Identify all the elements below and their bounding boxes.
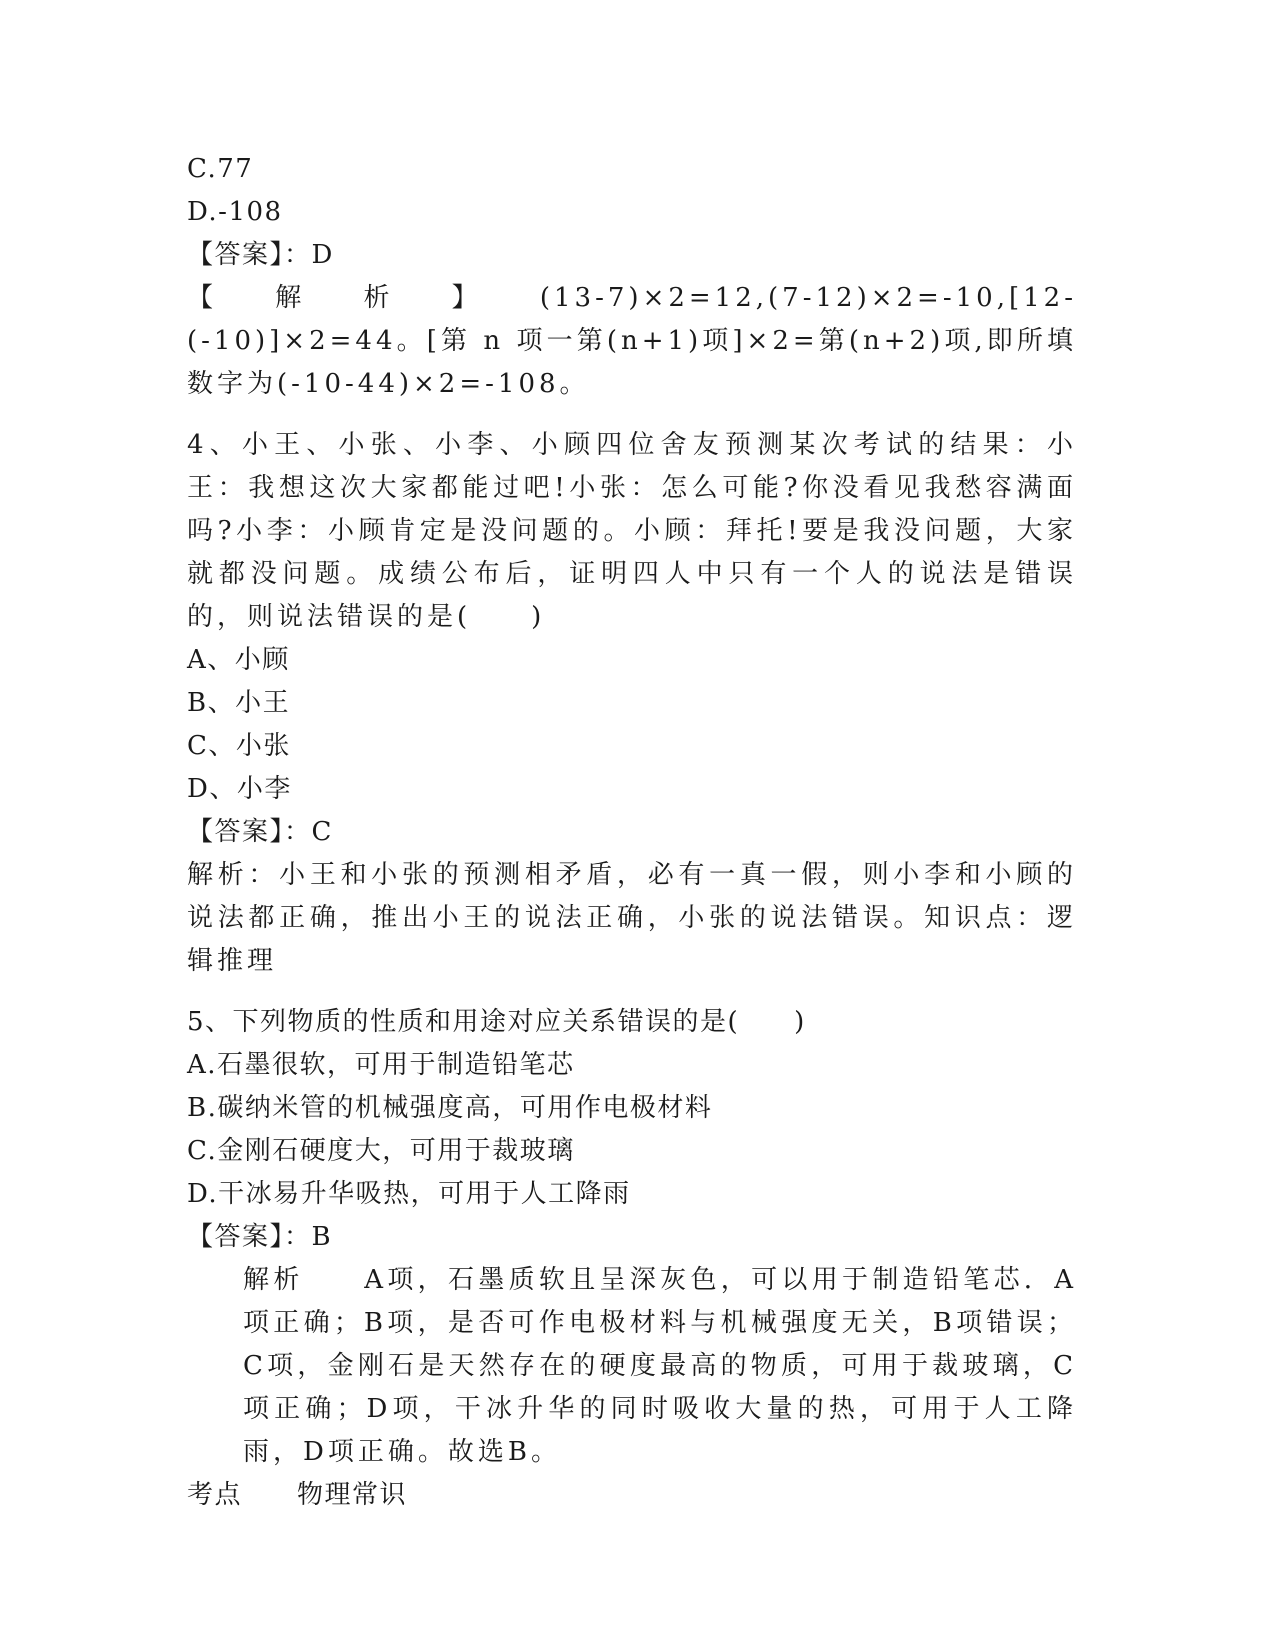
document-content [187, 148, 1077, 1517]
spacer [187, 983, 1077, 1001]
q5-option-b: B.碳纳米管的机械强度高，可用作电极材料 [187, 1093, 713, 1123]
q4-option-c: C、小张 [187, 731, 291, 761]
q4-option-a: A、小顾 [187, 645, 290, 675]
q3-analysis: 【解析】(13-7)×2=12,(7-12)×2=-10,[12-(-10)]×2=44。[第 n 项一第(n+1)项]×2=第(n+2)项,即所填数字为(-10-44)×2=-108。 [187, 283, 1077, 399]
q5-question: 5、下列物质的性质和用途对应关系错误的是( ) [187, 1007, 806, 1037]
q5-option-c: C.金刚石硬度大，可用于裁玻璃 [187, 1136, 575, 1166]
q4-question: 4、小王、小张、小李、小顾四位舍友预测某次考试的结果：小王：我想这次大家都能过吧!小张：怎么可能?你没看见我愁容满面吗?小李：小顾肯定是没问题的。小顾：拜托!要是我没问题，大家就都没问题。成绩公布后，证明四人中只有一个人的说法是错误的，则说法错误的是( ) [187, 430, 1077, 632]
spacer [187, 406, 1077, 424]
q5-option-d: D.干冰易升华吸热，可用于人工降雨 [187, 1179, 631, 1209]
q4-answer: 【答案】：C [187, 817, 333, 847]
q3-option-c: C.77 [187, 154, 254, 184]
q3-option-d: D.-108 [187, 197, 283, 227]
q3-answer: 【答案】：D [187, 240, 334, 270]
q4-analysis: 解析：小王和小张的预测相矛盾，必有一真一假，则小李和小顾的说法都正确，推出小王的说法正确，小张的说法错误。知识点：逻辑推理 [187, 860, 1077, 976]
q4-option-d: D、小李 [187, 774, 292, 804]
q4-option-b: B、小王 [187, 688, 291, 718]
q5-answer: 【答案】：B [187, 1222, 333, 1252]
q5-option-a: A.石墨很软，可用于制造铅笔芯 [187, 1050, 575, 1080]
q5-analysis: 解析 A项，石墨质软且呈深灰色，可以用于制造铅笔芯．A项正确；B项，是否可作电极材料与机械强度无关，B项错误；C项，金刚石是天然存在的硬度最高的物质，可用于裁玻璃，C项正确；D项，干冰升华的同时吸收大量的热，可用于人工降雨，D项正确。故选B。 [243, 1265, 1077, 1467]
q5-knowledge-point: 考点 物理常识 [187, 1480, 408, 1510]
